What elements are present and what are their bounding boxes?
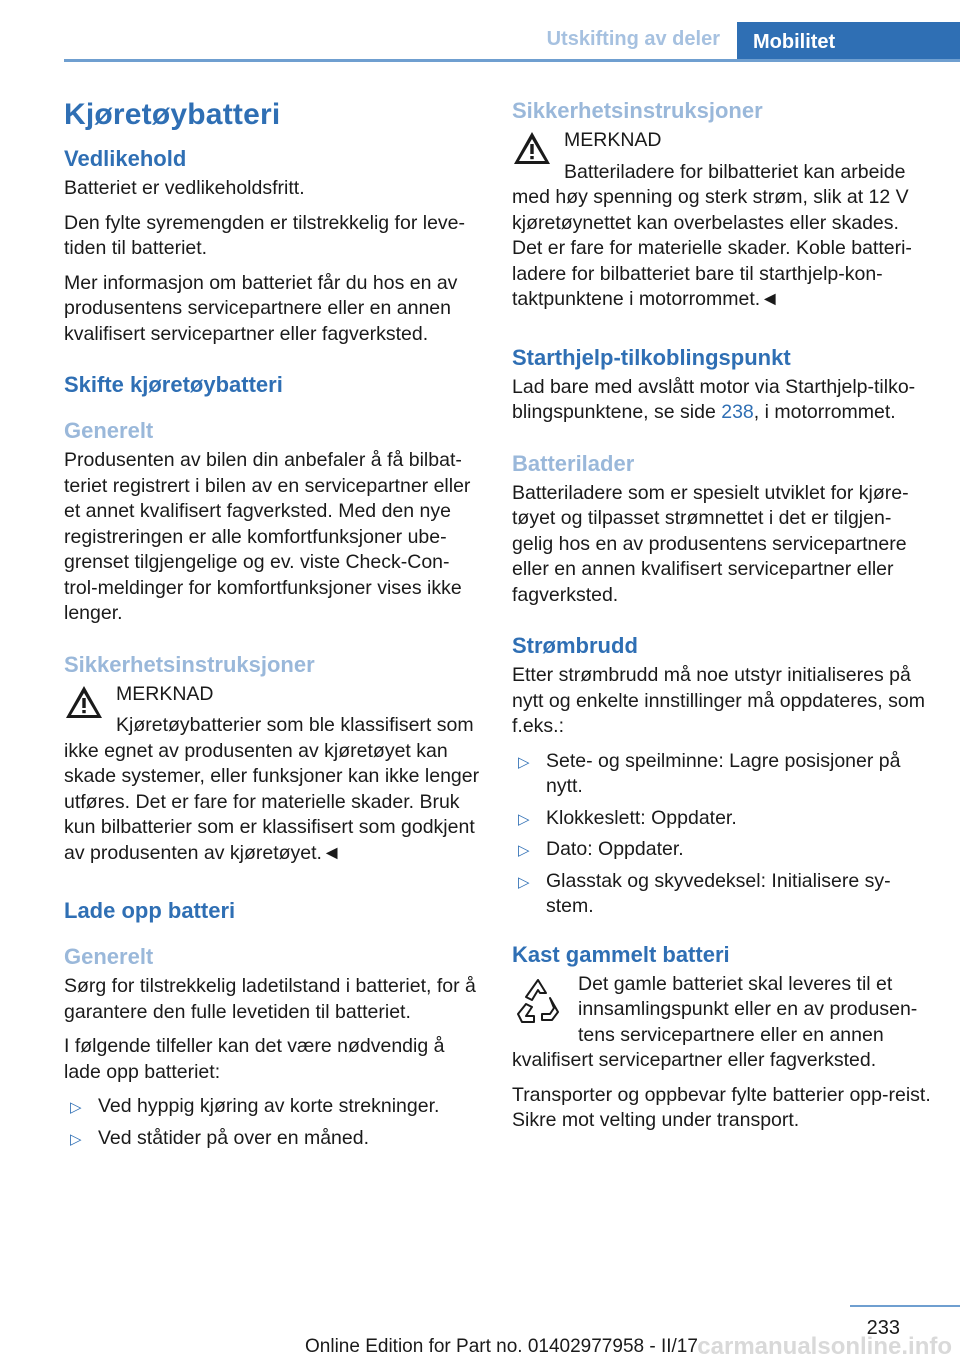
jump-start-heading: Starthjelp-tilkoblingspunkt <box>512 344 791 370</box>
charge-heading: Lade opp batteri <box>64 898 236 923</box>
triangle-bullet-icon: ▷ <box>518 873 530 891</box>
list-item: ▷ Klokkeslett: Oppdater. <box>512 806 932 832</box>
warning-triangle-icon <box>64 684 104 720</box>
page-title: Kjøretøybatteri <box>64 98 281 131</box>
triangle-bullet-icon: ▷ <box>518 810 530 828</box>
header-rule <box>64 59 960 62</box>
section-title: Utskifting av deler <box>546 28 720 50</box>
notice-box <box>64 682 482 867</box>
notice-text: Batteriladere for bilbatteriet kan arbeide med høy spenning og sterk strøm, slik at 12 V kjøretøynettet kan overbelastes eller skades. Det er fare for materielle skader. Koble batteri-ladere for bilbatteriet bare til starthjelp-kon-taktpunktene i motorrommet.◄ <box>512 160 912 310</box>
maintenance-heading: Vedlikehold <box>64 146 187 171</box>
safety-heading: Sikkerhetsinstruksjoner <box>64 651 315 677</box>
change-battery-heading: Skifte kjøretøybatteri <box>64 372 283 397</box>
notice-text: Kjøretøybatterier som ble klassifisert som ikke egnet av produsenten av kjøretøyet kan skade systemer, eller funksjoner kan ikke lenger utføres. Det er fare for materielle skader. Bruk kun bilbatterier som er klassifisert som godkjent av produsenten av kjøretøyet.◄ <box>64 714 480 864</box>
list-item: ▷ Dato: Oppdater. <box>512 837 932 863</box>
watermark: carmanualsonline.info <box>697 1333 952 1360</box>
recycle-icon <box>512 976 564 1028</box>
edition-note: Online Edition for Part no. 01402977958 - II/17 <box>305 1336 698 1357</box>
charge-text-2: I følgende tilfeller kan det være nødvendig å lade opp batteriet: <box>64 1035 445 1083</box>
left-column <box>64 98 482 1157</box>
list-item: ▷ Ved ståtider på over en måned. <box>64 1126 482 1152</box>
charger-heading: Batterilader <box>512 450 635 476</box>
notice-label: MERKNAD <box>564 129 662 151</box>
charger-text: Batteriladere som er spesielt utviklet for kjøre-tøyet og tilpasset strømnettet i det er tilgjen-gelig hos en av produsentens servicepartnere eller en annen kvalifisert servicepartner eller fagverksted. <box>512 481 909 606</box>
outage-list <box>512 749 932 920</box>
maintenance-text-2: Den fylte syremengden er tilstrekkelig for leve-tiden til batteriet. <box>64 211 465 259</box>
notice-label: MERKNAD <box>116 682 214 705</box>
triangle-bullet-icon: ▷ <box>70 1099 82 1116</box>
jump-start-text: Lad bare med avslått motor via Starthjelp-tilko-blingspunktene, se side 238, i motorrommet. <box>512 375 916 423</box>
list-item: ▷ Sete- og speilminne: Lagre posisjoner på nytt. <box>518 749 901 797</box>
general-heading: Generelt <box>64 418 154 443</box>
power-outage-heading: Strømbrudd <box>512 633 638 658</box>
right-column <box>512 98 932 1143</box>
page-header <box>0 0 960 62</box>
maintenance-text-1: Batteriet er vedlikeholdsfritt. <box>64 177 305 199</box>
triangle-bullet-icon: ▷ <box>70 1130 82 1148</box>
page-number: 233 <box>866 1317 900 1339</box>
warning-triangle-icon <box>512 130 552 166</box>
charge-list <box>64 1094 482 1151</box>
chapter-tab[interactable]: Mobilitet <box>737 22 960 59</box>
dispose-box <box>512 972 932 1074</box>
maintenance-text-3: Mer informasjon om batteriet får du hos en av produsentens servicepartnere eller en annen kvalifisert servicepartner eller fagverksted. <box>64 271 458 345</box>
charge-text-1: Sørg for tilstrekkelig ladetilstand i batteriet, for å garantere den fulle levetiden til batteriet. <box>64 975 476 1023</box>
list-item: ▷ Glasstak og skyvedeksel: Initialisere sy-stem. <box>518 869 891 917</box>
general-text: Produsenten av bilen din anbefaler å få bilbat-teriet registrert i bilen av en servicepartner eller et annet kvalifisert fagverksted. Med den nye registreringen er alle komfortfunksjoner ube-grenset tilgjengelige og ev. viste Check-Con-trol-meldinger for komfortfunksjoner vises ikke lenger. <box>64 449 471 624</box>
triangle-bullet-icon: ▷ <box>518 842 530 859</box>
triangle-bullet-icon: ▷ <box>518 753 530 771</box>
dispose-heading: Kast gammelt batteri <box>512 941 730 967</box>
list-item: ▷ Ved hyppig kjøring av korte strekninger. <box>64 1094 482 1120</box>
dispose-text-1: Det gamle batteriet skal leveres til et innsamlingspunkt eller en av produsen-tens servicepartnere eller en annen kvalifisert servicepartner eller fagverksted. <box>512 972 918 1071</box>
notice-box-right <box>512 128 932 313</box>
charge-general-heading: Generelt <box>64 944 154 969</box>
power-outage-text: Etter strømbrudd må noe utstyr initialiseres på nytt og enkelte innstillinger må oppdateres, som f.eks.: <box>512 664 925 737</box>
page-reference-link[interactable]: 238 <box>721 401 754 423</box>
footer-rule <box>850 1305 960 1307</box>
safety-heading-right: Sikkerhetsinstruksjoner <box>512 98 763 123</box>
dispose-text-2: Transporter og oppbevar fylte batterier opp-reist. Sikre mot velting under transport. <box>512 1083 931 1131</box>
